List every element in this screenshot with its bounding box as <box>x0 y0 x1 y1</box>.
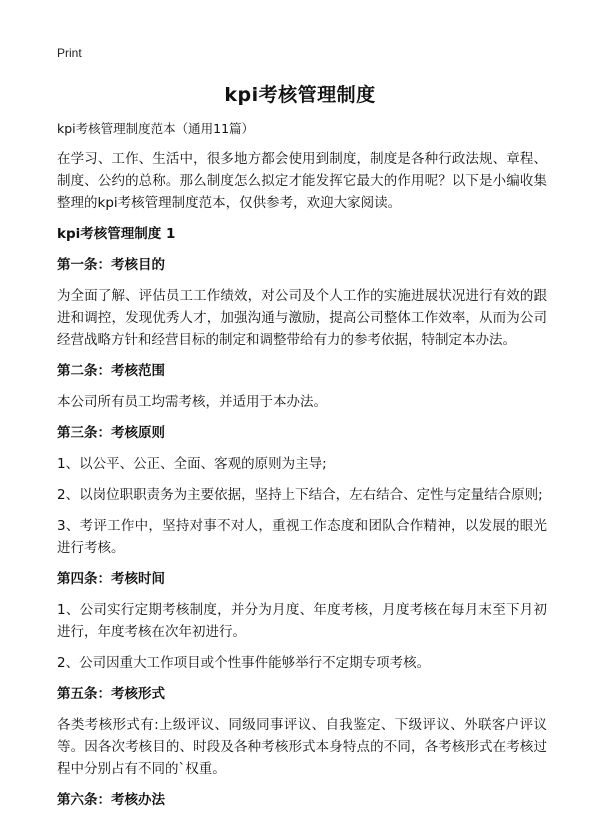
article-paragraph: 2、以岗位职职责务为主要依据，坚持上下结合，左右结合、定性与定量结合原则; <box>57 487 543 503</box>
article-paragraph: 本公司所有员工均需考核，并适用于本办法。 <box>57 394 327 410</box>
article-paragraph: 1、公司实行定期考核制度，并分为月度、年度考核，月度考核在每月末至下月初进行，年度考核在次年初进行。 <box>57 602 547 640</box>
page-title: kpi考核管理制度 <box>224 84 376 106</box>
article-heading: 第六条：考核办法 <box>57 792 165 808</box>
document-body <box>57 120 547 820</box>
article-paragraph: 3、考评工作中，坚持对事不对人，重视工作态度和团队合作精神，以发展的眼光进行考核。 <box>57 518 547 556</box>
article-paragraph: 各类考核形式有:上级评议、同级同事评议、自我鉴定、下级评议、外联客户评议等。因各次考核目的、时段及各种考核形式本身特点的不同，各考核形式在考核过程中分别占有不同的`权重。 <box>57 717 547 777</box>
article-heading: 第二条：考核范围 <box>57 363 165 379</box>
article-paragraph: 2、公司因重大工作项目或个性事件能够举行不定期专项考核。 <box>57 655 431 671</box>
article-heading: 第三条：考核原则 <box>57 425 165 441</box>
article-heading: 第一条：考核目的 <box>57 257 165 273</box>
article-paragraph: 1、以公平、公正、全面、客观的原则为主导; <box>57 456 327 472</box>
article-heading: 第四条：考核时间 <box>57 571 165 587</box>
document-subtitle: kpi考核管理制度范本（通用11篇） <box>57 121 255 136</box>
intro-paragraph: 在学习、工作、生活中，很多地方都会使用到制度，制度是各种行政法规、章程、制度、公约的总称。那么制度怎么拟定才能发挥它最大的作用呢？以下是小编收集整理的kpi考核管理制度范本，仅供参考，欢迎大家阅读。 <box>57 151 547 211</box>
article-paragraph: 为全面了解、评估员工工作绩效，对公司及个人工作的实施进展状况进行有效的跟进和调控，发现优秀人才，加强沟通与激励，提高公司整体工作效率，从而为公司经营战略方针和经营目标的制定和调整带给有力的参考依据，特制定本办法。 <box>57 288 547 348</box>
article-heading: 第五条：考核形式 <box>57 686 165 702</box>
section-heading: kpi考核管理制度 1 <box>57 226 176 242</box>
print-link[interactable]: Print <box>57 46 82 60</box>
